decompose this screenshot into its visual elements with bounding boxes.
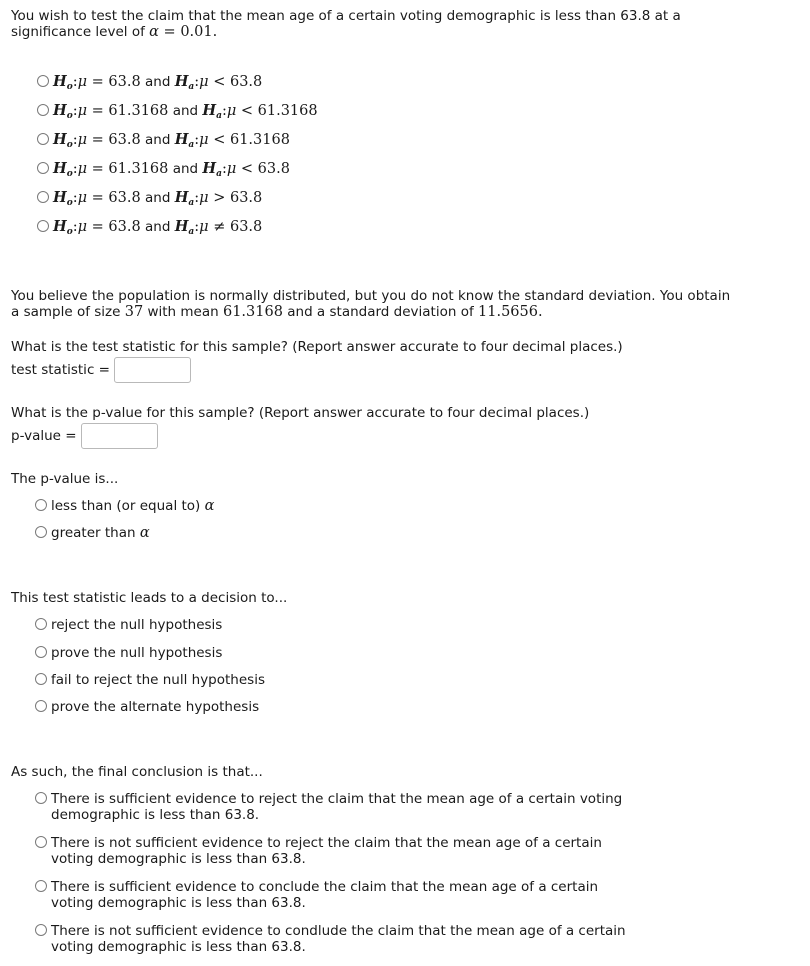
- option-label: There is not sufficient evidence to reject the claim that the mean age of a certain voting demographic is less than 63.8.: [51, 835, 602, 867]
- and-word: and: [172, 103, 199, 119]
- mu-symbol: μ: [199, 132, 209, 148]
- option-label: greater than: [51, 525, 140, 541]
- colon: :: [72, 190, 78, 206]
- hypothesis-option-5[interactable]: [37, 189, 318, 218]
- decision-option-prove-null[interactable]: [35, 645, 222, 661]
- radio-button[interactable]: [35, 792, 47, 804]
- operator: <: [213, 74, 226, 90]
- test-stat-row: [11, 357, 191, 383]
- radio-button[interactable]: [37, 220, 49, 232]
- decision-option-reject[interactable]: [35, 617, 222, 633]
- colon: :: [221, 161, 227, 177]
- operator: >: [213, 190, 226, 206]
- ha-symbol: H: [174, 218, 189, 235]
- h0-value: 63.8: [108, 190, 141, 206]
- operator: <: [240, 103, 254, 119]
- option-label: prove the alternate hypothesis: [51, 699, 260, 715]
- h0-symbol: H: [53, 131, 67, 148]
- h0-symbol: H: [53, 73, 67, 90]
- p-value-input[interactable]: [81, 423, 158, 449]
- equals: =: [91, 74, 104, 90]
- radio-button[interactable]: [35, 646, 47, 658]
- hypothesis-option-1[interactable]: [37, 73, 318, 102]
- test-stat-input[interactable]: [114, 357, 191, 383]
- operator: <: [213, 132, 226, 148]
- colon: :: [72, 103, 78, 119]
- mu-symbol: μ: [77, 219, 88, 235]
- colon: :: [221, 103, 227, 119]
- h0-value: 61.3168: [108, 103, 169, 119]
- radio-button[interactable]: [35, 673, 47, 685]
- p-value-row: [11, 423, 158, 449]
- p-value-label: p-value =: [11, 428, 77, 444]
- and-word: and: [145, 74, 171, 90]
- option-label: There is sufficient evidence to reject the claim that the mean age of a certain voting demographic is less than 63.8.: [51, 791, 623, 823]
- ha-symbol: H: [174, 131, 189, 148]
- radio-button[interactable]: [37, 75, 49, 87]
- sample-mean: 61.3168: [222, 304, 283, 320]
- conclusion-question: As such, the final conclusion is that...: [11, 764, 263, 780]
- mu-symbol: μ: [77, 161, 88, 177]
- radio-button[interactable]: [35, 700, 47, 712]
- pvalue-option-less[interactable]: [35, 498, 214, 514]
- ha-value: 61.3168: [257, 103, 318, 119]
- ha-symbol: H: [174, 73, 189, 90]
- mu-symbol: μ: [226, 161, 237, 177]
- h0-symbol: H: [53, 218, 67, 235]
- radio-button[interactable]: [35, 836, 47, 848]
- equals: =: [91, 132, 104, 148]
- radio-button[interactable]: [37, 133, 49, 145]
- intro-line2-prefix: significance level of: [11, 24, 150, 40]
- alpha-value: 0.01.: [180, 24, 218, 40]
- and-word: and: [145, 219, 171, 235]
- option-label: less than (or equal to): [51, 498, 205, 514]
- operator: <: [240, 161, 254, 177]
- mu-symbol: μ: [199, 190, 209, 206]
- colon: :: [194, 219, 200, 235]
- h0-symbol: H: [53, 160, 67, 177]
- test-stat-question: What is the test statistic for this sample? (Report answer accurate to four decimal places.): [11, 339, 623, 355]
- h0-symbol: H: [53, 189, 67, 206]
- decision-option-prove-alt[interactable]: [35, 699, 259, 715]
- h0-value: 63.8: [108, 219, 141, 235]
- and-word: and: [172, 161, 199, 177]
- mu-symbol: μ: [226, 103, 237, 119]
- decision-option-fail-reject[interactable]: [35, 672, 265, 688]
- colon: :: [194, 190, 200, 206]
- equals: =: [91, 219, 104, 235]
- h0-subscript: o: [66, 140, 73, 150]
- ha-value: 63.8: [257, 161, 290, 177]
- intro-line1: You wish to test the claim that the mean age of a certain voting demographic is less than 63.8 at a: [11, 8, 681, 24]
- pvalue-compare-question: The p-value is...: [11, 471, 119, 487]
- conclusion-option-1[interactable]: [35, 791, 735, 823]
- sample-line2-b: with mean: [143, 304, 223, 320]
- sample-line2-c: and a standard deviation of: [282, 304, 479, 320]
- conclusion-option-4[interactable]: [35, 923, 735, 955]
- h0-subscript: o: [66, 111, 73, 121]
- colon: :: [194, 74, 200, 90]
- radio-button[interactable]: [35, 499, 47, 511]
- colon: :: [72, 219, 78, 235]
- conclusion-option-3[interactable]: [35, 879, 735, 911]
- h0-subscript: o: [66, 198, 73, 208]
- option-label: There is not sufficient evidence to condlude the claim that the mean age of a certain voting demographic is less than 63.8.: [51, 923, 626, 955]
- h0-subscript: o: [66, 82, 73, 92]
- ha-subscript: a: [188, 140, 195, 150]
- ha-subscript: a: [216, 111, 222, 121]
- mu-symbol: μ: [199, 74, 209, 90]
- pvalue-option-greater[interactable]: [35, 525, 150, 541]
- mu-symbol: μ: [77, 103, 88, 119]
- radio-button[interactable]: [37, 162, 49, 174]
- ha-value: 61.3168: [229, 132, 290, 148]
- colon: :: [72, 132, 78, 148]
- alpha-symbol: α: [149, 24, 159, 40]
- h0-value: 61.3168: [108, 161, 169, 177]
- h0-subscript: o: [66, 227, 73, 237]
- ha-value: 63.8: [229, 74, 263, 90]
- option-label: There is sufficient evidence to conclude the claim that the mean age of a certain voting demographic is less than 63.8.: [51, 879, 599, 911]
- colon: :: [72, 161, 78, 177]
- radio-button[interactable]: [35, 618, 47, 630]
- hypothesis-option-6[interactable]: [37, 218, 318, 247]
- h0-value: 63.8: [108, 132, 141, 148]
- test-stat-label: test statistic =: [11, 362, 110, 378]
- radio-button[interactable]: [35, 526, 47, 538]
- option-label: prove the null hypothesis: [51, 645, 223, 661]
- ha-symbol: H: [202, 160, 217, 177]
- radio-button[interactable]: [35, 924, 47, 936]
- and-word: and: [145, 190, 171, 206]
- ha-subscript: a: [188, 82, 195, 92]
- ha-subscript: a: [188, 227, 195, 237]
- h0-symbol: H: [53, 102, 67, 119]
- p-value-question: What is the p-value for this sample? (Report answer accurate to four decimal places.): [11, 405, 590, 421]
- radio-button[interactable]: [37, 191, 49, 203]
- conclusion-option-2[interactable]: [35, 835, 735, 867]
- ha-symbol: H: [174, 189, 189, 206]
- hypothesis-option-4[interactable]: [37, 160, 318, 189]
- question-page: [11, 8, 801, 955]
- sample-line2-a: a sample of size: [11, 304, 125, 320]
- ha-subscript: a: [216, 169, 222, 179]
- equals: =: [91, 190, 104, 206]
- colon: :: [194, 132, 200, 148]
- ha-value: 63.8: [229, 219, 263, 235]
- hypothesis-option-2[interactable]: [37, 102, 318, 131]
- alpha-symbol: α: [139, 525, 150, 541]
- hypotheses-options: [37, 73, 318, 247]
- alpha-symbol: α: [204, 498, 215, 514]
- option-label: fail to reject the null hypothesis: [51, 672, 265, 688]
- colon: :: [72, 74, 78, 90]
- mu-symbol: μ: [77, 132, 88, 148]
- sample-line1: You believe the population is normally distributed, but you do not know the standard deviation. You obtain: [11, 288, 731, 304]
- equals: =: [91, 161, 104, 177]
- h0-value: 63.8: [108, 74, 141, 90]
- operator: ≠: [213, 219, 226, 235]
- ha-value: 63.8: [229, 190, 263, 206]
- radio-button[interactable]: [35, 880, 47, 892]
- equals: =: [91, 103, 104, 119]
- mu-symbol: μ: [77, 190, 88, 206]
- mu-symbol: μ: [77, 74, 88, 90]
- option-label: reject the null hypothesis: [51, 617, 223, 633]
- ha-symbol: H: [202, 102, 217, 119]
- radio-button[interactable]: [37, 104, 49, 116]
- sample-description: [11, 288, 801, 320]
- and-word: and: [145, 132, 171, 148]
- hypothesis-option-3[interactable]: [37, 131, 318, 160]
- h0-subscript: o: [66, 169, 73, 179]
- ha-subscript: a: [188, 198, 195, 208]
- decision-question: This test statistic leads to a decision to...: [11, 590, 288, 606]
- sample-sd: 11.5656.: [478, 304, 543, 320]
- intro-text: You wish to test the claim that the mean age of a certain voting demographic is less than 63.8 at a significance level of α = 0.01.: [11, 8, 681, 40]
- sample-size: 37: [124, 304, 144, 320]
- mu-symbol: μ: [199, 219, 209, 235]
